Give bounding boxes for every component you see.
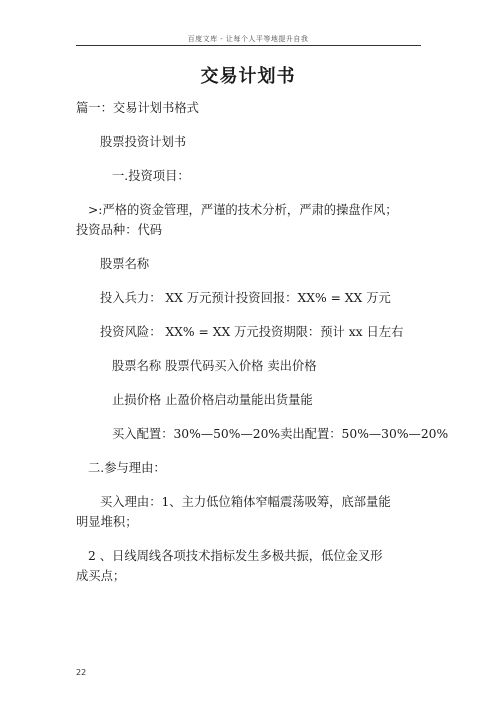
paragraph-line: 股票名称 股票代码买入价格 卖出价格 (112, 359, 317, 373)
paragraph-line: 投资品种：代码 (76, 223, 163, 237)
section-heading: 篇一：交易计划书格式 (76, 101, 199, 115)
item-heading: 一.投资项目： (112, 169, 190, 183)
page-number: 22 (76, 668, 87, 677)
paragraph-line: 成买点； (76, 569, 126, 583)
paragraph-line: 股票名称 (100, 257, 150, 271)
paragraph-line: 投资风险： XX% = XX 万元投资期限：预计 xx 日左右 (100, 325, 404, 339)
header-rule (76, 45, 421, 46)
paragraph-line: 投入兵力： XX 万元预计投资回报：XX% = XX 万元 (100, 291, 391, 305)
paragraph-line: 2 、日线周线各项技术指标发生多极共振，低位金叉形 (88, 549, 383, 563)
page-header-text: 百度文库 - 让每个人平等地提升自我 (187, 35, 309, 43)
item-heading: 二.参与理由： (88, 461, 166, 475)
paragraph-line: 买入配置：30%—50%—20%卖出配置：50%—30%—20% (112, 427, 449, 441)
paragraph-line: >:严格的资金管理，严谨的技术分析，严肃的操盘作风； (88, 203, 398, 217)
paragraph-line: 止损价格 止盈价格启动量能出货量能 (112, 393, 313, 407)
plan-subtitle: 股票投资计划书 (100, 135, 187, 149)
paragraph-line: 买入理由：1、主力低位箱体窄幅震荡吸筹，底部量能 (100, 495, 391, 509)
document-title: 交易计划书 (200, 66, 296, 87)
paragraph-line: 明显堆积； (76, 515, 138, 529)
